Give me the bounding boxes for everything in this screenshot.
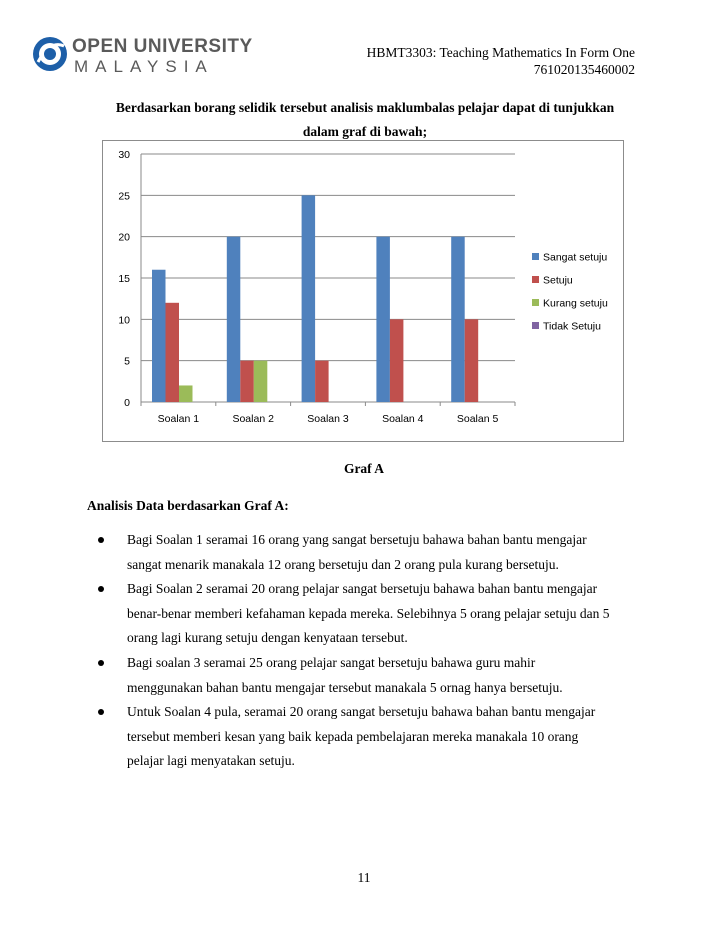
bar-sangat-setuju [152,270,166,402]
legend-label: Setuju [543,274,573,287]
bar-sangat-setuju [451,237,465,402]
page-number: 11 [357,870,371,885]
bar-kurang-setuju [254,361,267,402]
bar-setuju [465,319,479,402]
bar-setuju [166,303,180,402]
analysis-line: orang lagi kurang setuju dengan kenyataan tersebut. [127,630,408,646]
analysis-line: Untuk Soalan 4 pula, seramai 20 orang sangat bersetuju bahawa bahan bantu mengajar [127,704,596,720]
bar-setuju [390,319,404,402]
intro-line-2-text: dalam graf di bawah; [302,124,428,139]
analysis-item [90,651,650,700]
analysis-item [90,528,650,577]
bar-sangat-setuju [376,237,390,402]
legend-swatch [532,299,539,306]
analysis-line: pelajar lagi menyatakan setuju. [127,753,295,769]
figure-caption: Graf A [343,461,385,476]
y-tick-label: 20 [118,231,130,244]
analysis-line: Bagi Soalan 2 seramai 20 orang pelajar sangat bersetuju bahawa bahan bantu mengajar [127,581,598,597]
x-tick-label: Soalan 3 [307,413,349,425]
analysis-item [90,577,650,651]
legend-label: Sangat setuju [543,251,608,264]
bullet-icon [98,586,104,592]
legend-label: Tidak Setuju [543,320,601,333]
bar-chart [102,140,624,442]
bar-sangat-setuju [227,237,241,402]
analysis-line: Bagi Soalan 1 seramai 16 orang yang sangat bersetuju bahawa bahan bantu mengajar [127,532,587,547]
analysis-list [90,528,650,774]
analysis-heading: Analisis Data berdasarkan Graf A: [87,498,289,513]
intro-line-1: Berdasarkan borang selidik tersebut analisis maklumbalas pelajar dapat di tunjukkan [115,100,615,115]
y-tick-label: 0 [124,397,130,409]
bar-setuju [315,361,329,402]
bullet-icon [98,660,104,666]
intro-paragraph [60,96,670,144]
analysis-line: tersebut memberi kesan yang baik kepada pembelajaran mereka manakala 10 orang [127,728,579,744]
y-tick-label: 30 [118,149,130,161]
analysis-line: menggunakan bahan bantu mengajar tersebut manakala 5 ornag hanya bersetuju. [127,679,563,695]
analysis-line: Bagi soalan 3 seramai 25 orang pelajar sangat bersetuju bahawa guru mahir [127,654,536,670]
analysis-item [90,700,650,774]
y-tick-label: 10 [118,314,130,327]
y-tick-label: 15 [118,273,130,285]
logo-line2: MALAYSIA [74,57,214,76]
y-tick-label: 5 [124,355,130,368]
x-tick-label: Soalan 2 [232,413,274,425]
analysis-line: sangat menarik manakala 12 orang bersetuju dan 2 orang pula kurang bersetuju. [127,556,559,572]
y-tick-label: 25 [118,190,130,203]
bullet-icon [98,537,104,543]
student-id: 761020135460002 [533,62,635,77]
bar-kurang-setuju [179,385,193,402]
logo-line1: OPEN UNIVERSITY [72,36,253,57]
bullet-icon [98,709,104,715]
analysis-line: benar-benar memberi kefahaman kepada mereka. Selebihnya 5 orang pelajar setuju dan 5 [127,605,610,621]
legend-swatch [532,322,539,329]
bar-sangat-setuju [302,195,316,402]
page-header [330,44,635,78]
x-tick-label: Soalan 1 [157,413,200,425]
legend-label: Kurang setuju [543,297,608,310]
course-title: HBMT3303: Teaching Mathematics In Form One [366,45,635,60]
logo-emblem [33,37,67,71]
bar-setuju [240,361,254,402]
legend-swatch [532,253,539,260]
x-tick-label: Soalan 5 [456,413,499,425]
university-logo [30,32,268,76]
x-tick-label: Soalan 4 [382,413,424,425]
legend-swatch [532,276,539,283]
